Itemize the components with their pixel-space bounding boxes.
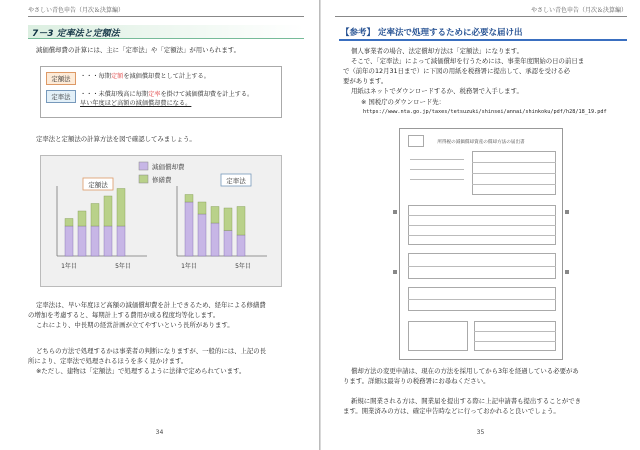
panel-label-0: 定額法 [88,181,108,189]
bar-repair-1-2 [211,207,219,224]
reference-title: 【参考】 定率法で処理するために必要な届け出 [339,25,627,41]
running-header-left: やさしい青色申告（月次＆決算編） [28,5,304,17]
method-row-declining: 定率法 ・・・未償却残高に毎期定率を掛けて減価償却費を計上する。 早い年度ほど高額の減価償却費になる。 [46,90,276,112]
intro-text: 減価償却費の計算には、主に「定率法」や「定額法」が用いられます。 [36,46,240,54]
legend-label-0: 減価償却費 [152,163,185,171]
x-label-start-0: 1年目 [61,263,77,270]
reference-body-1: 個人事業者の場合、法定償却方法は「定額法」になります。 そこで、「定率法」によって減価償却を行うためには、事業年度開始の日の前日ま で（前年の12月31日まで）に下図の用紙を税務署に提出して、承認を受ける必 要があります。 用紙はネットでダウンロードするか、税務署で入手します。 [343,47,585,95]
form-title: 所得税の減価償却資産の償却方法の届出書 [437,140,525,145]
x-label-end-1: 5年目 [235,263,251,270]
page-number-left: 34 [155,429,164,436]
form-marker-left-2 [393,270,397,274]
bar-repair-1-1 [198,202,206,214]
form-marker-left [393,210,397,214]
legend-swatch-1 [139,175,148,183]
bar-repair-0-2 [91,204,99,227]
method-label-fixed: 定額法 [46,72,76,85]
right-page [321,0,640,450]
bar-repair-0-0 [65,219,73,227]
application-form-image [399,128,563,360]
bar-repair-0-4 [117,189,125,227]
method-row-fixed: 定額法 ・・・毎期定額を減価償却費として計上する。 [46,72,276,90]
panel-label-1: 定率法 [226,177,246,185]
legend-label-1: 修繕費 [152,176,172,184]
method-box [40,66,282,118]
bar-depreciation-1-1 [198,214,206,256]
method-label-declining: 定率法 [46,90,76,103]
download-url[interactable]: https://www.nta.go.jp/taxes/tetsuzuki/shinsei/annai/shinkoku/pdf/h28/18_19.pdf [363,109,607,115]
x-label-start-1: 1年目 [181,263,197,270]
legend-swatch-0 [139,162,148,170]
bar-depreciation-1-0 [185,202,193,256]
bar-depreciation-0-4 [117,226,125,256]
bar-depreciation-1-3 [224,231,232,257]
form-marker-right [565,210,569,214]
bar-depreciation-0-3 [104,226,112,256]
bar-depreciation-0-2 [91,226,99,256]
x-label-end-0: 5年目 [115,263,131,270]
chart-intro: 定率法と定額法の計算方法を図で確認してみましょう。 [36,135,196,143]
bar-repair-1-0 [185,195,193,203]
reference-body-3: 新規に開業される方は、開業届を提出する際に上記申請書も提出することができ ます。開業済みの方は、確定申告時などに行っておかれると良いでしょう。 [343,397,582,415]
paragraph-1: 定率法は、早い年度ほど高額の減価償却費を計上できるため、経年による修繕費 の増加を考慮すると、毎期計上する費用が或る程度均等化します。 これにより、中長期の経営計画が立てやすいという長所があります。 [28,301,266,329]
bar-repair-0-3 [104,196,112,226]
bar-depreciation-0-1 [78,226,86,256]
bar-repair-1-3 [224,208,232,231]
chart-svg [41,156,283,288]
running-header-right: やさしい青色申告（月次＆決算編） [335,5,627,17]
form-marker-right-2 [565,270,569,274]
depreciation-chart [40,155,282,287]
section-title: 7－3 定率法と定額法 [28,25,304,39]
bar-repair-0-1 [78,211,86,226]
bar-depreciation-1-4 [237,235,245,256]
reference-body-2: 償却方法の変更申請は、現在の方法を採用してから3年を経過している必要があ ります。詳細は最寄りの税務署にお尋ねください。 [343,367,579,385]
download-label: ※ 国税庁のダウンロード先： [361,98,446,106]
bar-depreciation-1-2 [211,223,219,256]
bar-repair-1-4 [237,207,245,236]
paragraph-2: どちらの方法で処理するかは事業者の判断になりますが、一般的には、上記の長 所により、定率法で処理されるほうを多く見かけます。 ※ただし、建物は「定額法」で処理するように法律で定められています。 [28,347,267,375]
page-number-right: 35 [476,429,485,436]
bar-depreciation-0-0 [65,226,73,256]
